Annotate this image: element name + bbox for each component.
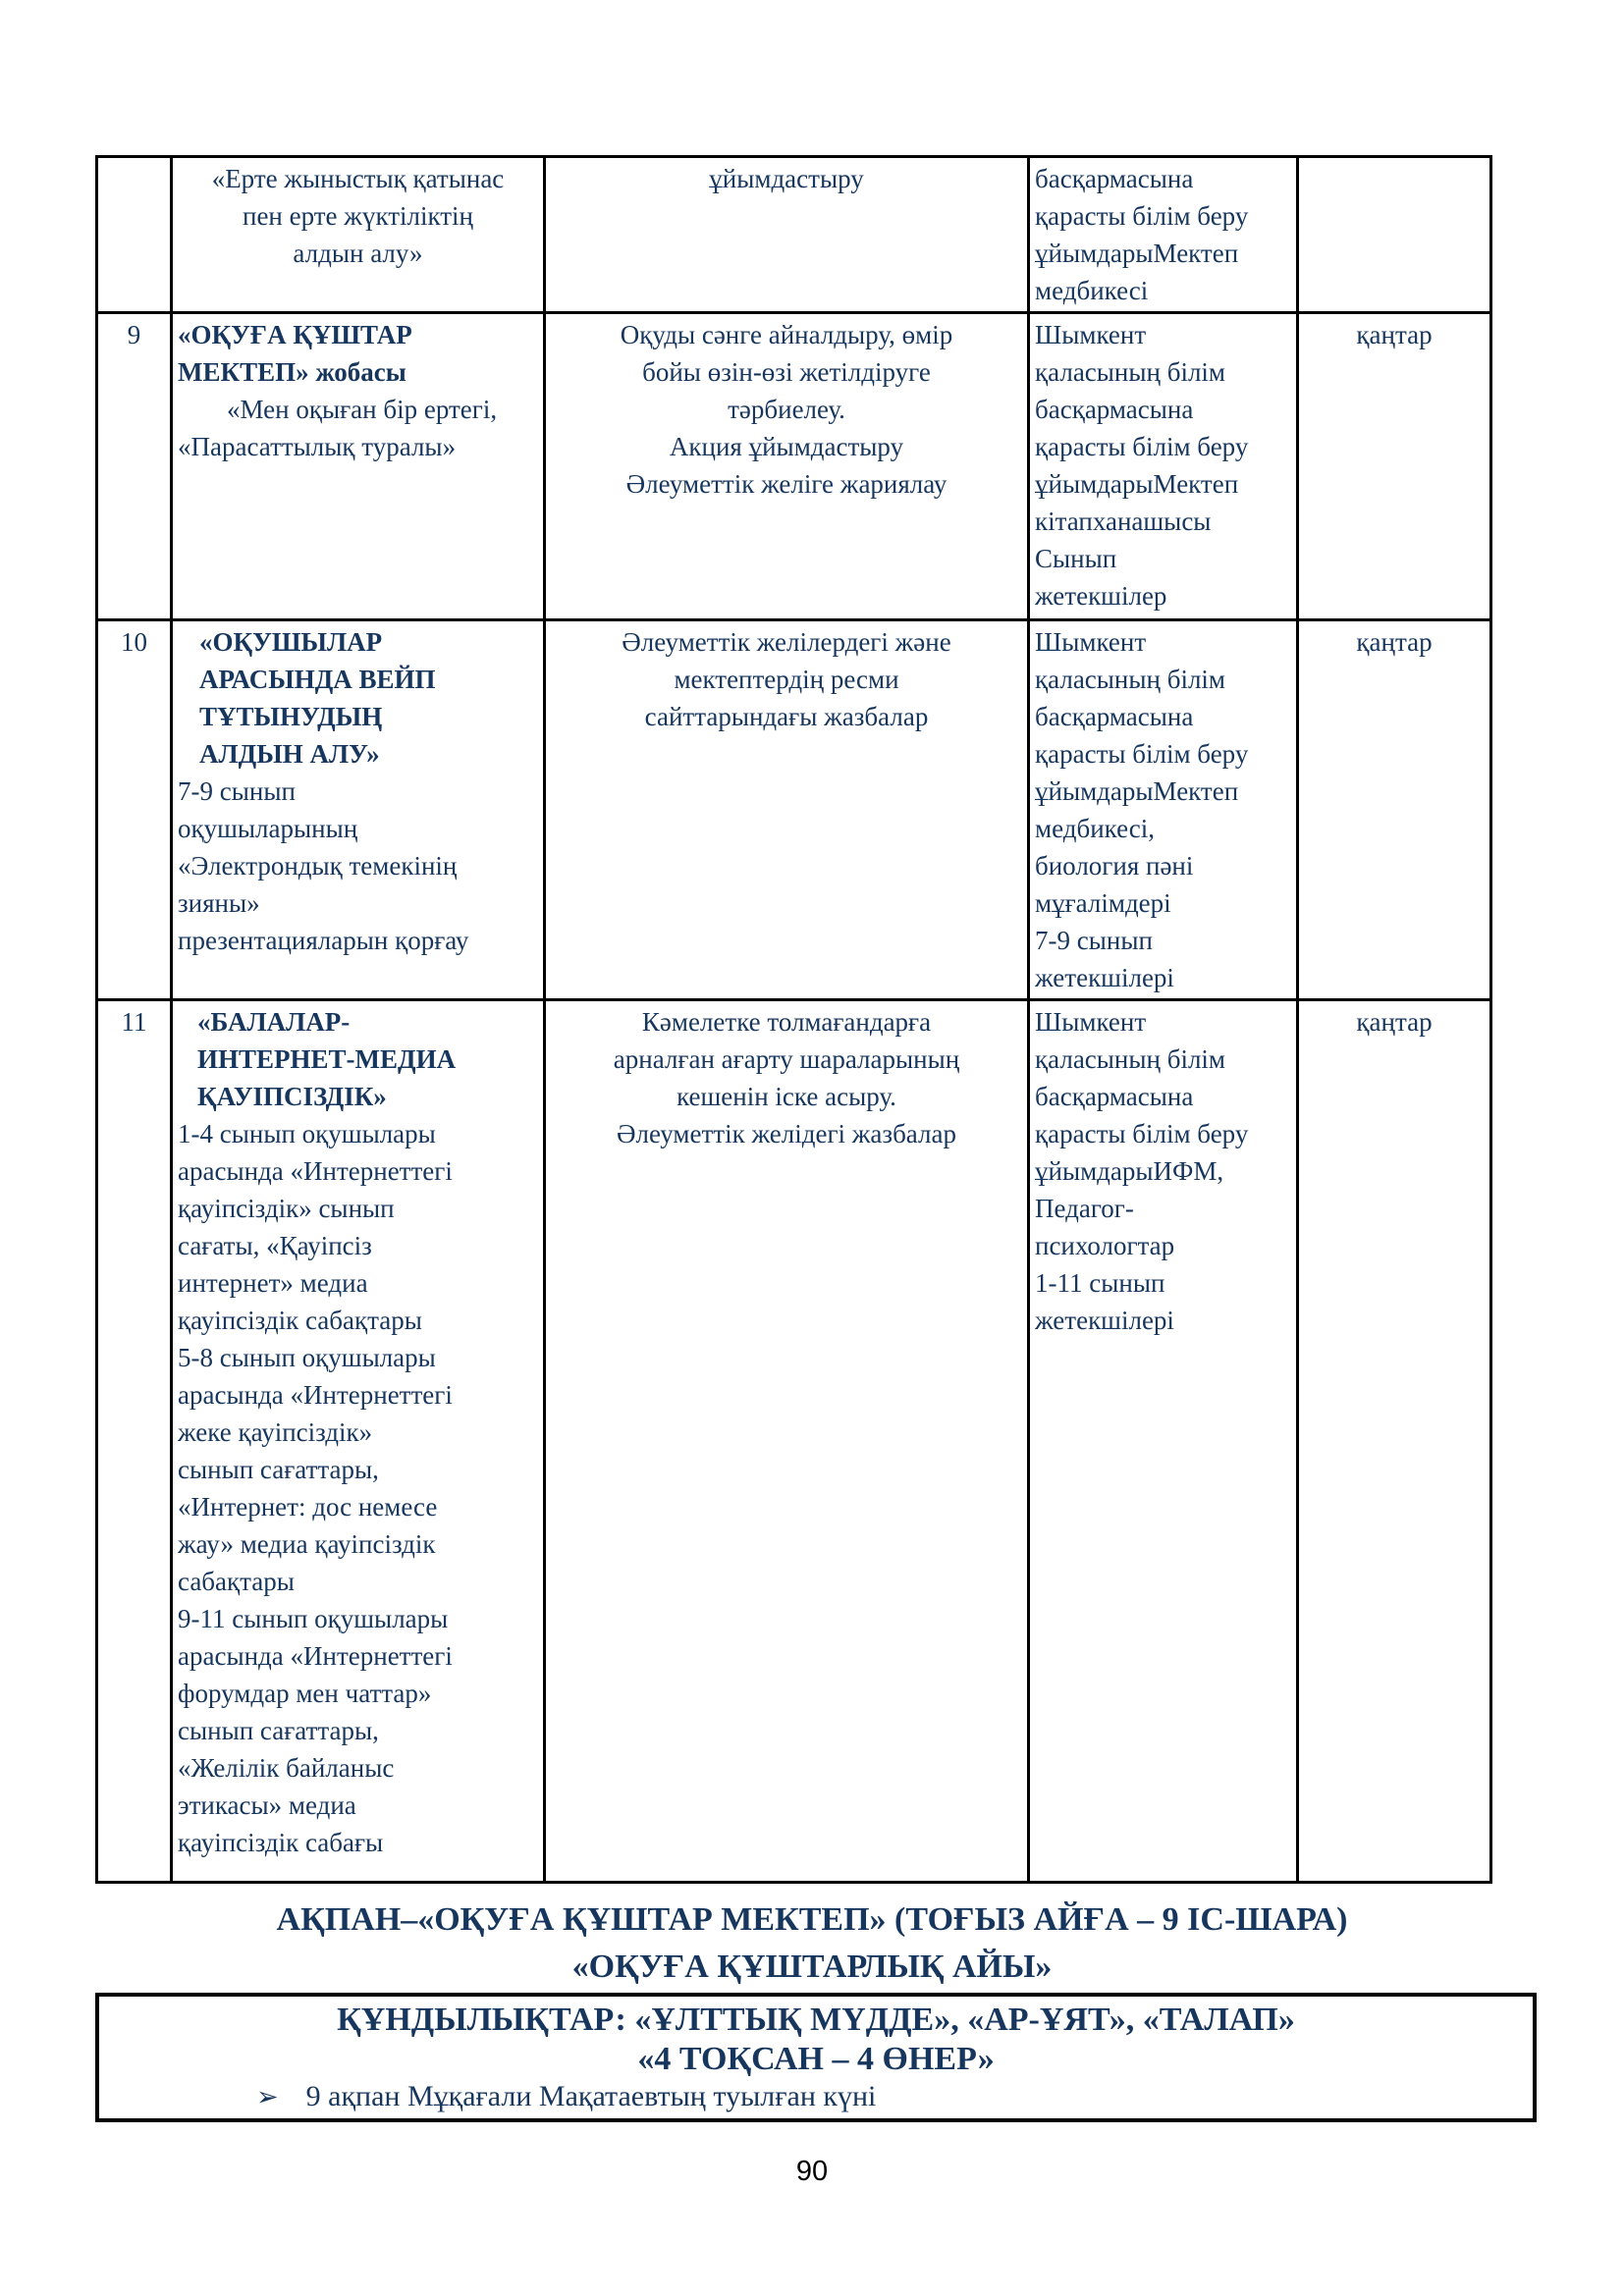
activity-cell [172,1000,545,1883]
month-cell [1298,157,1491,313]
responsible-text: Шымкент қаласының білім басқармасына қарасты білім беру ұйымдарыМектеп кітапханашысы Сынып жетекшілер [1035,320,1249,611]
activity-title: «ОҚУШЫЛАР АРАСЫНДА ВЕЙП ТҰТЫНУДЫҢ АЛДЫН АЛУ» [199,627,436,769]
month-text: қаңтар [1356,320,1433,349]
goal-cell [545,157,1029,313]
month-cell [1298,620,1491,1000]
section-heading-line2: «ОҚУҒА ҚҰШТАРЛЫҚ АЙЫ» [571,1949,1053,1985]
responsible-cell [1029,313,1298,620]
page-number: 90 [795,2156,829,2187]
activity-cell [172,157,545,313]
activity-title: «БАЛАЛАР- ИНТЕРНЕТ-МЕДИА ҚАУІПСІЗДІК» [197,1007,457,1111]
activity-cell [172,620,545,1000]
action-plan-table [95,155,1492,1884]
row-number: 9 [127,320,141,349]
goal-cell [545,1000,1029,1883]
row-number-cell [97,157,172,313]
goal-text: Кәмелетке толмағандарға арналған ағарту шараларының кешенін іске асыру. Әлеуметтік желідегі жазбалар [613,1007,960,1148]
activity-title: «ОҚУҒА ҚҰШТАР МЕКТЕП» жобасы [178,320,412,387]
responsible-cell [1029,620,1298,1000]
responsible-text: Шымкент қаласының білім басқармасына қарасты білім беру ұйымдарыИФМ, Педагог- психологтар 1-11 сынып жетекшілері [1035,1007,1249,1335]
table-row-9 [97,313,1491,620]
values-box-line1: ҚҰНДЫЛЫҚТАР: «ҰЛТТЫҚ МҮДДЕ», «АР-ҰЯТ», «ТАЛАП» [337,2002,1295,2038]
responsible-cell [1029,1000,1298,1883]
goal-text: Оқуды сәнге айналдыру, өмір бойы өзін-өзі жетілдіруге тәрбиелеу. Акция ұйымдастыру Әлеуметтік желіге жариялау [620,320,953,499]
goal-cell [545,620,1029,1000]
row-number: 10 [121,627,147,657]
goal-text: Әлеуметтік желілердегі және мектептердің ресми сайттарындағы жазбалар [622,627,951,731]
activity-text: 7-9 сынып оқушыларының «Электрондық темекінің зияны» презентацияларын қорғау [178,776,469,955]
table-row-continued [97,157,1491,313]
bullet-item [99,2079,1533,2114]
activity-text: «Ерте жыныстық қатынас пен ерте жүктіліктің алдын алу» [211,164,505,268]
activity-text: «Мен оқыған бір ертегі, «Парасаттылық туралы» [178,395,498,461]
table-row-10 [97,620,1491,1000]
responsible-text: Шымкент қаласының білім басқармасына қарасты білім беру ұйымдарыМектеп медбикесі, биология пәні мұғалімдері 7-9 сынып жетекшілері [1035,627,1249,992]
month-cell [1298,313,1491,620]
row-number: 11 [121,1007,147,1037]
activity-text: 1-4 сынып оқушылары арасында «Интернеттегі қауіпсіздік» сынып сағаты, «Қауіпсіз интернет» медиа қауіпсіздік сабақтары 5-8 сынып оқушылары арасында «Интернеттегі жеке қауіпсіздік» сынып сағаттары, «Интернет: дос немесе жау» медиа қауіпсіздік сабақтары 9-11 сынып оқушылары арасында «Интернеттегі форумдар мен чаттар» сынып сағаттары, «Желілік байланыс этикасы» медиа қауіпсіздік сабағы [178,1119,453,1857]
goal-cell [545,313,1029,620]
responsible-text: басқармасына қарасты білім беру ұйымдарыМектеп медбикесі [1035,164,1249,305]
bullet-text: 9 ақпан Мұқағали Мақатаевтың туылған күні [305,2080,877,2112]
row-number-cell [97,1000,172,1883]
month-text: қаңтар [1356,627,1433,657]
goal-text: ұйымдастыру [709,164,864,193]
values-box [95,1993,1537,2122]
table-row-11 [97,1000,1491,1883]
month-cell [1298,1000,1491,1883]
month-text: қаңтар [1356,1007,1433,1037]
section-heading-line1: АҚПАН–«ОҚУҒА ҚҰШТАР МЕКТЕП» (ТОҒЫЗ АЙҒА – 9 ІС-ШАРА) [276,1901,1348,1938]
row-number-cell [97,313,172,620]
row-number-cell [97,620,172,1000]
responsible-cell [1029,157,1298,313]
arrow-bullet-icon: ➢ [256,2082,279,2111]
values-box-line2: «4 ТОҚСАН – 4 ӨНЕР» [637,2041,995,2077]
activity-cell [172,313,545,620]
